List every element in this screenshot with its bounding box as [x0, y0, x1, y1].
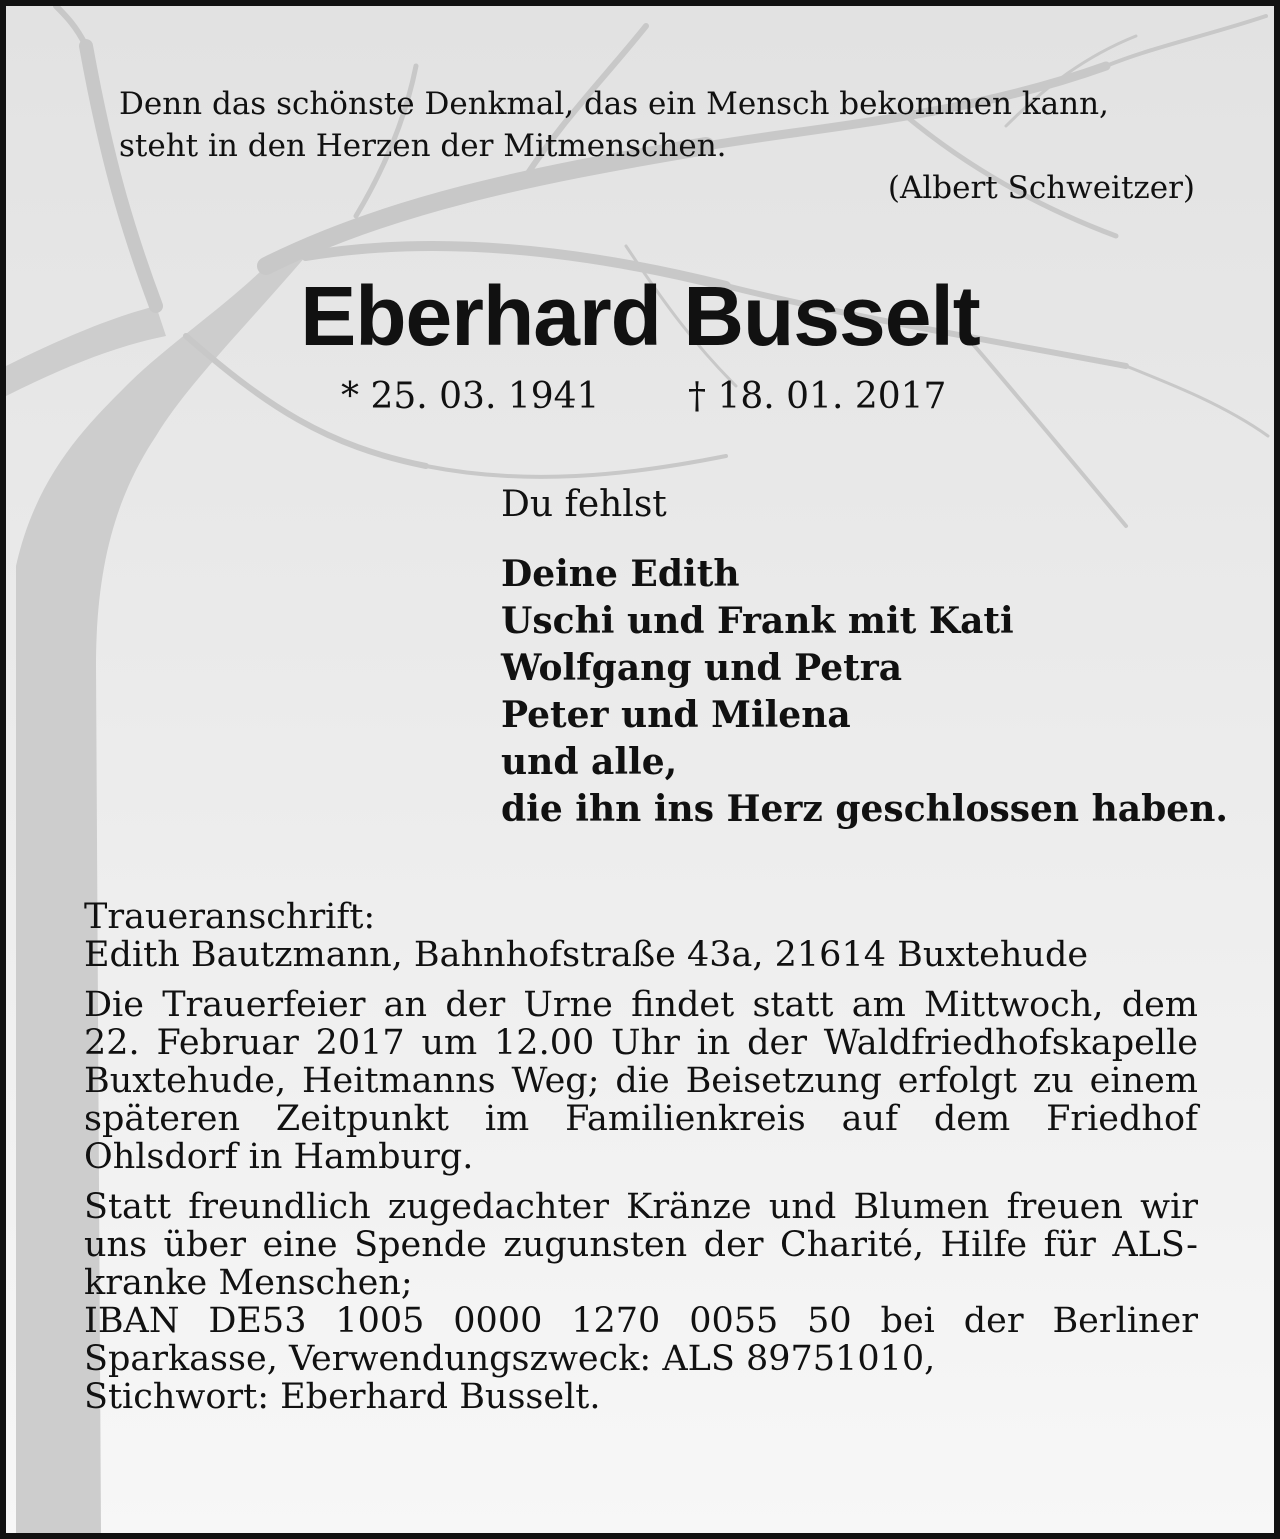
- quote-block: [119, 83, 1199, 209]
- death-date: † 18. 01. 2017: [688, 376, 947, 417]
- signer-line: die ihn ins Herz geschlossen haben.: [501, 788, 1228, 830]
- signer-line: Uschi und Frank mit Kati: [501, 600, 1014, 642]
- donation-text: Statt freundlich zugedachter Kränze und Blumen freuen wir uns über eine Spende zugunsten der Charité, Hilfe für ALS-kranke Menschen;: [84, 1187, 1198, 1303]
- bank-details: IBAN DE53 1005 0000 1270 0055 50 bei der Berliner Sparkasse, Verwendungszweck: ALS 89751010,: [84, 1301, 1198, 1379]
- signers-list: [501, 551, 1228, 833]
- ceremony-text: Die Trauerfeier an der Urne findet statt am Mittwoch, dem 22. Februar 2017 um 12.00 Uhr in der Waldfriedhofskapelle Buxtehude, Heitmanns Weg; die Beisetzung erfolgt zu einem späteren Zeitpunkt im Familienkreis auf dem Friedhof Ohlsdorf in Hamburg.: [84, 985, 1198, 1177]
- details-block: [84, 898, 1198, 1428]
- address-text: Edith Bautzmann, Bahnhofstraße 43a, 21614 Buxtehude: [84, 935, 1089, 975]
- signer-line: Wolfgang und Petra: [501, 647, 903, 689]
- signer-line: Deine Edith: [501, 553, 740, 595]
- quote-line-2: steht in den Herzen der Mitmenschen.: [119, 128, 727, 164]
- deceased-name: Eberhard Busselt: [300, 269, 980, 363]
- message-text: Du fehlst: [501, 484, 667, 525]
- signer-line: und alle,: [501, 741, 678, 783]
- address-label: Traueranschrift:: [84, 897, 376, 937]
- quote-line-1: Denn das schönste Denkmal, das ein Mensch bekommen kann,: [119, 86, 1109, 122]
- signer-line: Peter und Milena: [501, 694, 851, 736]
- quote-author: (Albert Schweitzer): [887, 170, 1195, 206]
- birth-date: * 25. 03. 1941: [341, 376, 600, 417]
- keyword-text: Stichwort: Eberhard Busselt.: [84, 1377, 601, 1417]
